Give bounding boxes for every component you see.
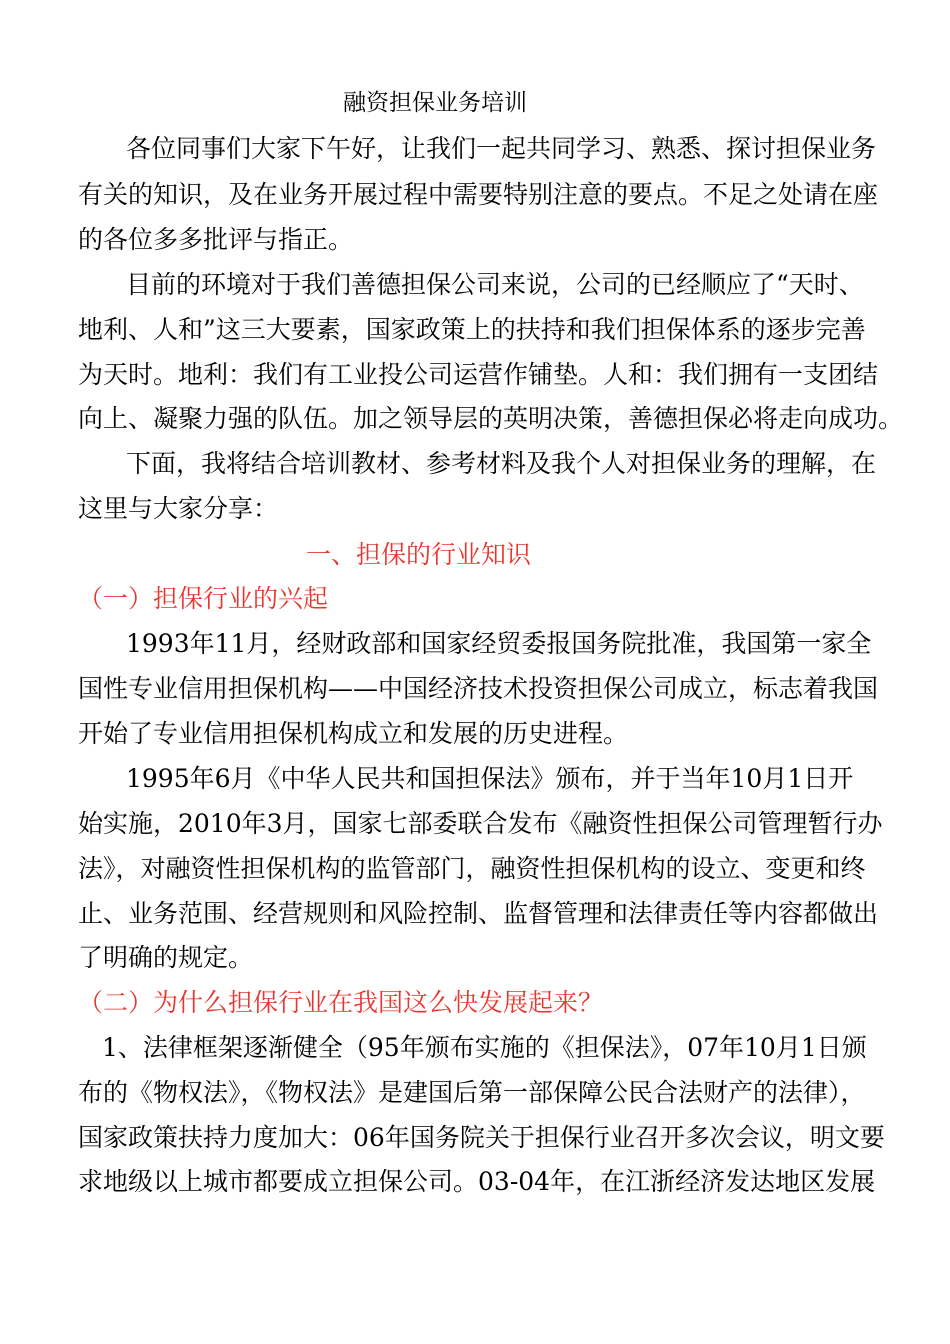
para-law-line-2: 布的《物权法》，《物权法》是建国后第一部保障公民合法财产的法律）， [78, 1078, 866, 1107]
para-1995-line-1: 1995年6月《中华人民共和国担保法》颁布，并于当年10月1日开 [126, 764, 854, 793]
environment-line-3: 为天时。地利：我们有工业投公司运营作铺垫。人和：我们拥有一支团结 [78, 360, 879, 389]
para-1995-line-3: 法》，对融资性担保机构的监管部门，融资性担保机构的设立、变更和终 [78, 854, 866, 883]
para-law-line-3: 国家政策扶持力度加大：06年国务院关于担保行业召开多次会议，明文要 [78, 1123, 885, 1152]
subsection-heading-2: （二）为什么担保行业在我国这么快发展起来？ [78, 988, 604, 1017]
document-title: 融资担保业务培训 [343, 90, 527, 116]
section-heading: 一、担保的行业知识 [306, 540, 532, 569]
intro-line-3: 的各位多多批评与指正。 [78, 225, 354, 254]
para-law-line-4: 求地级以上城市都要成立担保公司。03-04年，在江浙经济发达地区发展 [78, 1167, 876, 1196]
intro-line-1: 各位同事们大家下午好，让我们一起共同学习、熟悉、探讨担保业务 [126, 134, 877, 163]
para-1993-line-1: 1993年11月，经财政部和国家经贸委报国务院批准，我国第一家全 [126, 629, 872, 658]
environment-line-4: 向上、凝聚力强的队伍。加之领导层的英明决策，善德担保必将走向成功。 [78, 404, 904, 433]
para-law-line-1: 1、法律框架逐渐健全（95年颁布实施的《担保法》，07年10月1日颁 [102, 1033, 867, 1062]
share-line-1: 下面，我将结合培训教材、参考材料及我个人对担保业务的理解，在 [126, 449, 877, 478]
share-line-2: 这里与大家分享： [78, 494, 279, 523]
para-1993-line-3: 开始了专业信用担保机构成立和发展的历史进程。 [78, 719, 629, 748]
subsection-heading-1: （一）担保行业的兴起 [78, 584, 329, 613]
para-1993-line-2: 国性专业信用担保机构——中国经济技术投资担保公司成立，标志着我国 [78, 674, 879, 703]
para-1995-line-5: 了明确的规定。 [78, 943, 254, 972]
para-1995-line-4: 止、业务范围、经营规则和风险控制、监督管理和法律责任等内容都做出 [78, 899, 879, 928]
para-1995-line-2: 始实施，2010年3月，国家七部委联合发布《融资性担保公司管理暂行办 [78, 809, 883, 838]
environment-line-2: 地利、人和”这三大要素，国家政策上的扶持和我们担保体系的逐步完善 [78, 315, 866, 344]
environment-line-1: 目前的环境对于我们善德担保公司来说，公司的已经顺应了“天时、 [126, 270, 864, 299]
intro-line-2: 有关的知识，及在业务开展过程中需要特别注意的要点。不足之处请在座 [78, 180, 879, 209]
